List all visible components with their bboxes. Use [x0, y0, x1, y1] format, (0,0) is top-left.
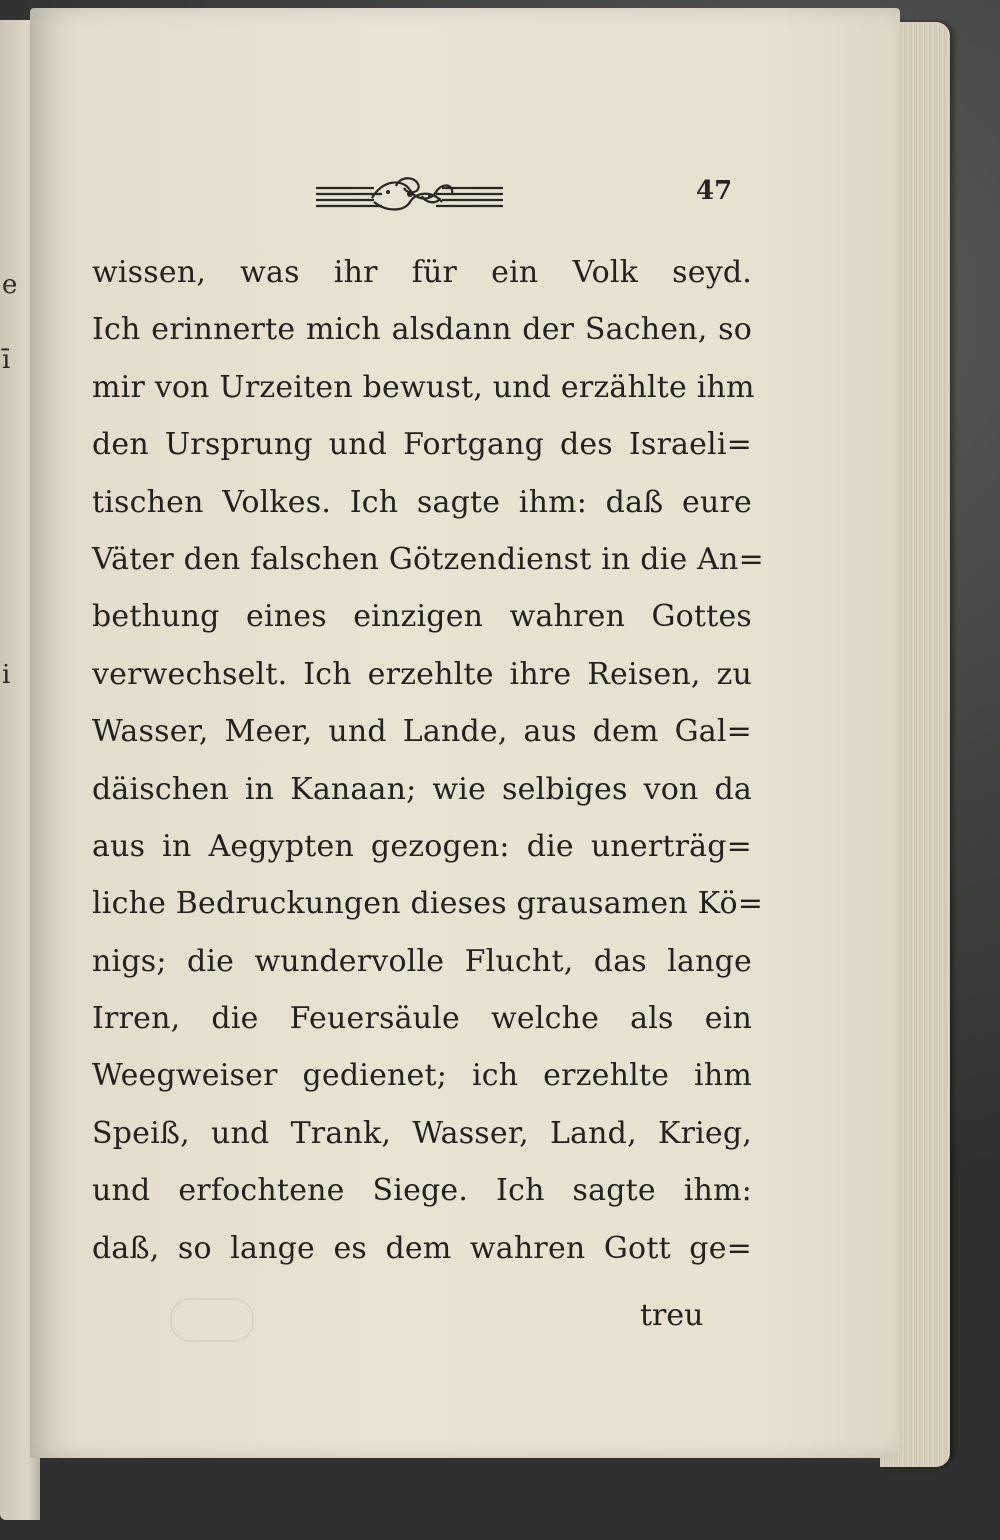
text-line: Irren, die Feuersäule welche als ein — [92, 1001, 752, 1037]
text-line: Speiß, und Trank, Wasser, Land, Krieg, — [92, 1115, 752, 1151]
text-line: liche Bedruckungen dieses grausamen Kö= — [92, 886, 764, 922]
text-line: Wasser, Meer, und Lande, aus dem Gal= — [92, 714, 752, 750]
page-text-block — [92, 244, 764, 1277]
text-line: mir von Urzeiten bewust, und erzählte ihm — [92, 369, 755, 405]
previous-page-char: ī — [2, 345, 11, 375]
text-line: bethung eines einzigen wahren Gottes — [92, 599, 752, 635]
catchword: treu — [640, 1298, 704, 1333]
previous-page-char: e — [2, 270, 18, 300]
text-line: däischen in Kanaan; wie selbiges von da — [92, 771, 752, 807]
text-line: Ich erinnerte mich alsdann der Sachen, so — [92, 312, 752, 348]
text-line: daß, so lange es dem wahren Gott ge= — [92, 1230, 752, 1266]
text-line: nigs; die wundervolle Flucht, das lange — [92, 943, 752, 979]
text-line: den Ursprung und Fortgang des Israeli= — [92, 427, 752, 463]
text-line: Väter den falschen Götzendienst in die An= — [92, 541, 764, 577]
decorative-scroll-ornament-icon — [312, 172, 507, 216]
text-line: und erfochtene Siege. Ich sagte ihm: — [92, 1173, 752, 1209]
text-line: verwechselt. Ich erzehlte ihre Reisen, zu — [92, 656, 752, 692]
text-line: Weegweiser gedienet; ich erzehlte ihm — [92, 1058, 752, 1094]
faint-library-stamp — [170, 1298, 254, 1342]
page-number: 47 — [696, 176, 733, 206]
text-line: aus in Aegypten gezogen: die unerträg= — [92, 828, 752, 864]
previous-page-char: i — [2, 660, 11, 690]
text-line: wissen, was ihr für ein Volk seyd. — [92, 255, 752, 290]
text-line: tischen Volkes. Ich sagte ihm: daß eure — [92, 484, 752, 520]
